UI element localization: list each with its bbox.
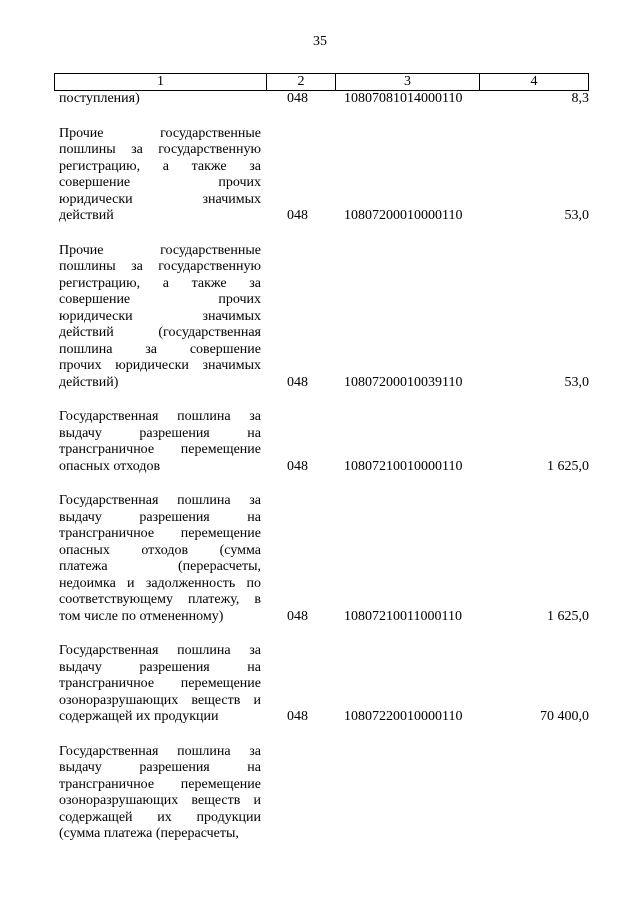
column-header-1: 1 (55, 74, 267, 91)
administrator-code: 048 (287, 208, 308, 223)
row-description (59, 744, 261, 843)
description-line: поступления) (59, 91, 140, 106)
description-line: Государственная пошлина за (59, 643, 261, 658)
table-row (59, 493, 591, 625)
table-header (54, 73, 589, 91)
administrator-code: 048 (287, 374, 308, 390)
administrator-code: 048 (287, 91, 308, 106)
table-row (59, 643, 591, 726)
row-description (59, 643, 261, 726)
description-line: опасных отходов (сумма (59, 542, 261, 558)
description-line: прочих юридически значимых (59, 358, 261, 373)
description-line: Прочие государственные (59, 125, 261, 141)
description-line: выдачу разрешения на (59, 425, 261, 441)
description-line: регистрацию, а также за (59, 158, 261, 174)
budget-classification-code: 10807210010000110 (344, 458, 463, 474)
description-line: трансграничное перемещение (59, 676, 261, 691)
description-line: регистрацию, а также за (59, 275, 261, 291)
table-row (59, 91, 591, 108)
amount-value: 1 625,0 (547, 458, 589, 474)
description-line: действий (государственная (59, 325, 261, 340)
budget-classification-code: 10807220010000110 (344, 709, 463, 724)
description-line: пошлина за совершение (59, 341, 261, 357)
table-row (59, 243, 591, 392)
description-line: соответствующему платежу, в (59, 592, 261, 607)
amount-value: 8,3 (571, 91, 589, 106)
description-line: юридически значимых (59, 191, 261, 207)
description-line: недоимка и задолженность по (59, 575, 261, 591)
description-line: выдачу разрешения на (59, 760, 261, 775)
description-line: выдачу разрешения на (59, 659, 261, 675)
description-line: выдачу разрешения на (59, 509, 261, 525)
description-line: содержащей их продукции (59, 709, 219, 724)
description-line: Государственная пошлина за (59, 493, 261, 508)
column-header-4: 4 (480, 74, 589, 91)
table-row (59, 409, 591, 475)
budget-classification-code: 10807200010039110 (344, 374, 463, 390)
budget-classification-code: 10807200010000110 (344, 208, 463, 223)
column-header-3: 3 (336, 74, 480, 91)
column-header-2: 2 (267, 74, 336, 91)
administrator-code: 048 (287, 709, 308, 724)
description-line: действий (59, 208, 114, 223)
row-description (59, 493, 261, 625)
description-line: том числе по отмененному) (59, 608, 224, 624)
description-line: содержащей их продукции (59, 809, 261, 825)
description-line: Государственная пошлина за (59, 743, 261, 759)
description-line: трансграничное перемещение (59, 776, 261, 792)
description-line: Государственная пошлина за (59, 409, 261, 424)
description-line: действий) (59, 374, 119, 390)
budget-classification-code: 10807210011000110 (344, 608, 462, 624)
row-description (59, 91, 261, 108)
description-line: Прочие государственные (59, 242, 261, 258)
amount-value: 53,0 (564, 374, 589, 390)
description-line: совершение прочих (59, 175, 261, 190)
description-line: юридически значимых (59, 308, 261, 324)
table-row (59, 744, 591, 843)
administrator-code: 048 (287, 608, 308, 624)
description-line: пошлины за государственную (59, 142, 261, 157)
description-line: совершение прочих (59, 292, 261, 307)
administrator-code: 048 (287, 458, 308, 474)
description-line: (сумма платежа (перерасчеты, (59, 826, 239, 841)
page-number: 35 (313, 34, 327, 49)
description-line: озоноразрушающих веществ и (59, 793, 261, 808)
description-line: опасных отходов (59, 458, 161, 474)
amount-value: 1 625,0 (547, 608, 589, 624)
description-line: трансграничное перемещение (59, 526, 261, 541)
row-description (59, 409, 261, 475)
description-line: трансграничное перемещение (59, 442, 261, 457)
row-description (59, 243, 261, 392)
amount-value: 53,0 (564, 208, 589, 223)
description-line: пошлины за государственную (59, 259, 261, 274)
description-line: платежа (перерасчеты, (59, 559, 261, 574)
table-row (59, 126, 591, 225)
description-line: озоноразрушающих веществ и (59, 692, 261, 708)
amount-value: 70 400,0 (540, 709, 589, 724)
table-body (59, 91, 591, 861)
budget-classification-code: 10807081014000110 (344, 91, 463, 106)
row-description (59, 126, 261, 225)
